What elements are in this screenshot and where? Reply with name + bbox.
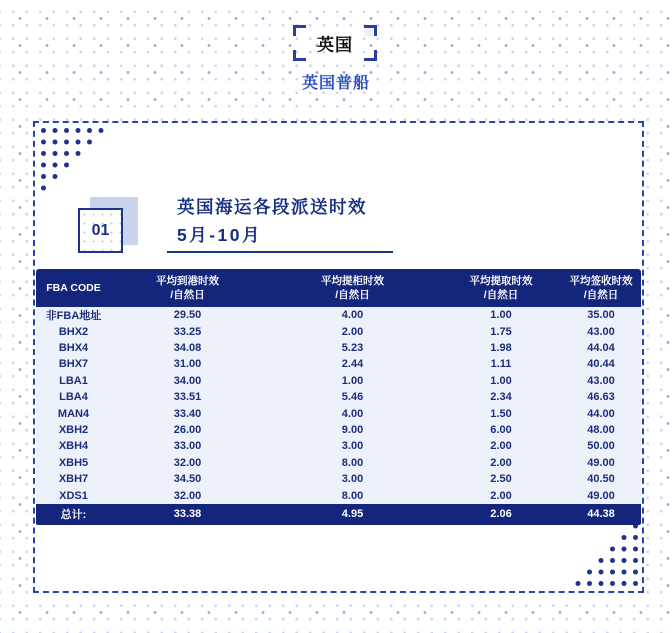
column-header-label: 平均提取时效 xyxy=(469,274,533,287)
total-value-cell: 33.38 xyxy=(173,508,202,521)
value-cell: 44.04 xyxy=(587,342,615,355)
value-cell: 34.00 xyxy=(173,374,202,387)
fba-code-cell: MAN4 xyxy=(57,407,90,420)
page-subtitle: 英国普船 xyxy=(301,75,370,92)
value-cell: 31.00 xyxy=(173,358,202,371)
value-cell: 35.00 xyxy=(587,309,615,322)
value-cell: 50.00 xyxy=(587,440,615,453)
value-cell: 43.00 xyxy=(587,325,615,338)
value-cell: 1.75 xyxy=(490,325,512,338)
fba-code-cell: XBH2 xyxy=(58,424,89,437)
column-header-label: 平均提柜时效 xyxy=(321,274,384,287)
fba-code-cell: BHX2 xyxy=(58,325,89,338)
fba-code-cell: BHX4 xyxy=(58,342,89,355)
country-label: 英国 xyxy=(317,35,353,55)
value-cell: 4.00 xyxy=(341,407,364,420)
section-number-badge xyxy=(78,208,123,253)
fba-code-cell: XDS1 xyxy=(59,489,88,502)
value-cell: 1.00 xyxy=(341,374,364,387)
table-header-row xyxy=(36,269,641,307)
value-cell: 6.00 xyxy=(490,424,512,437)
value-cell: 2.00 xyxy=(490,456,512,469)
value-cell: 1.11 xyxy=(490,358,512,371)
column-header-unit: /自然日 xyxy=(483,289,519,301)
value-cell: 3.00 xyxy=(341,473,364,486)
table-row xyxy=(36,340,641,356)
table-row xyxy=(36,373,641,389)
column-header-label: FBA CODE xyxy=(46,281,101,294)
value-cell: 8.00 xyxy=(341,489,364,502)
value-cell: 1.00 xyxy=(490,309,512,322)
fba-code-cell: LBA1 xyxy=(59,374,88,387)
value-cell: 29.50 xyxy=(173,309,202,322)
column-header-label: 平均到港时效 xyxy=(156,274,219,287)
value-cell: 2.00 xyxy=(341,325,364,338)
fba-code-cell: XBH5 xyxy=(58,456,89,469)
table-row xyxy=(36,405,641,421)
column-header-unit: /自然日 xyxy=(583,289,619,301)
value-cell: 1.00 xyxy=(490,374,512,387)
dots-triangle-bottom-right-icon xyxy=(633,581,638,586)
info-card xyxy=(33,121,644,593)
value-cell: 34.50 xyxy=(173,473,202,486)
table-row xyxy=(36,323,641,339)
value-cell: 32.00 xyxy=(173,456,202,469)
dots-triangle-top-left-icon xyxy=(41,128,46,133)
card-title: 英国海运各段派送时效 xyxy=(177,197,367,217)
table-row xyxy=(36,422,641,438)
value-cell: 3.00 xyxy=(341,440,364,453)
value-cell: 2.44 xyxy=(341,358,364,371)
title-underline xyxy=(167,251,393,253)
value-cell: 5.46 xyxy=(341,391,364,404)
table-row xyxy=(36,389,641,405)
total-label-cell: 总计: xyxy=(60,509,87,522)
country-bracket-frame xyxy=(293,25,377,61)
column-header-arrival xyxy=(111,274,264,302)
fba-code-cell: XBH7 xyxy=(58,473,89,486)
column-header-label: 平均签收时效 xyxy=(569,274,633,287)
column-header-collection xyxy=(441,274,561,302)
table-total-row xyxy=(36,504,641,525)
value-cell: 2.00 xyxy=(490,489,512,502)
value-cell: 33.25 xyxy=(173,325,202,338)
value-cell: 40.50 xyxy=(587,473,615,486)
value-cell: 2.50 xyxy=(490,473,512,486)
fba-code-cell: XBH4 xyxy=(58,440,89,453)
fba-code-cell: LBA4 xyxy=(59,391,88,404)
table-row xyxy=(36,356,641,372)
fba-code-cell: BHX7 xyxy=(58,358,89,371)
value-cell: 48.00 xyxy=(587,424,615,437)
value-cell: 44.00 xyxy=(587,407,615,420)
column-header-container-pickup xyxy=(264,274,441,302)
value-cell: 1.98 xyxy=(490,342,512,355)
card-date-range: 5月-10月 xyxy=(177,225,263,245)
table-row xyxy=(36,307,641,323)
value-cell: 34.08 xyxy=(173,342,202,355)
column-header-signed xyxy=(561,274,641,302)
table-row xyxy=(36,455,641,471)
value-cell: 33.40 xyxy=(173,407,202,420)
column-header-fba-code xyxy=(36,281,111,295)
value-cell: 9.00 xyxy=(341,424,364,437)
value-cell: 43.00 xyxy=(587,374,615,387)
table-row xyxy=(36,438,641,454)
value-cell: 5.23 xyxy=(341,342,364,355)
column-header-unit: /自然日 xyxy=(335,289,370,301)
value-cell: 33.51 xyxy=(173,391,202,404)
value-cell: 2.00 xyxy=(490,440,512,453)
table-row xyxy=(36,471,641,487)
delivery-time-table xyxy=(36,269,641,525)
table-row xyxy=(36,487,641,503)
value-cell: 49.00 xyxy=(587,456,615,469)
total-value-cell: 44.38 xyxy=(587,508,615,521)
fba-code-cell: 非FBA地址 xyxy=(45,310,102,323)
value-cell: 46.63 xyxy=(587,391,615,404)
value-cell: 1.50 xyxy=(490,407,512,420)
value-cell: 40.44 xyxy=(587,358,615,371)
value-cell: 8.00 xyxy=(341,456,364,469)
value-cell: 33.00 xyxy=(173,440,202,453)
column-header-unit: /自然日 xyxy=(170,289,205,301)
total-value-cell: 4.95 xyxy=(341,508,364,521)
value-cell: 2.34 xyxy=(490,391,512,404)
value-cell: 26.00 xyxy=(173,424,202,437)
value-cell: 4.00 xyxy=(341,309,364,322)
total-value-cell: 2.06 xyxy=(490,508,512,521)
value-cell: 32.00 xyxy=(173,489,202,502)
value-cell: 49.00 xyxy=(587,489,615,502)
section-number: 01 xyxy=(91,221,110,239)
